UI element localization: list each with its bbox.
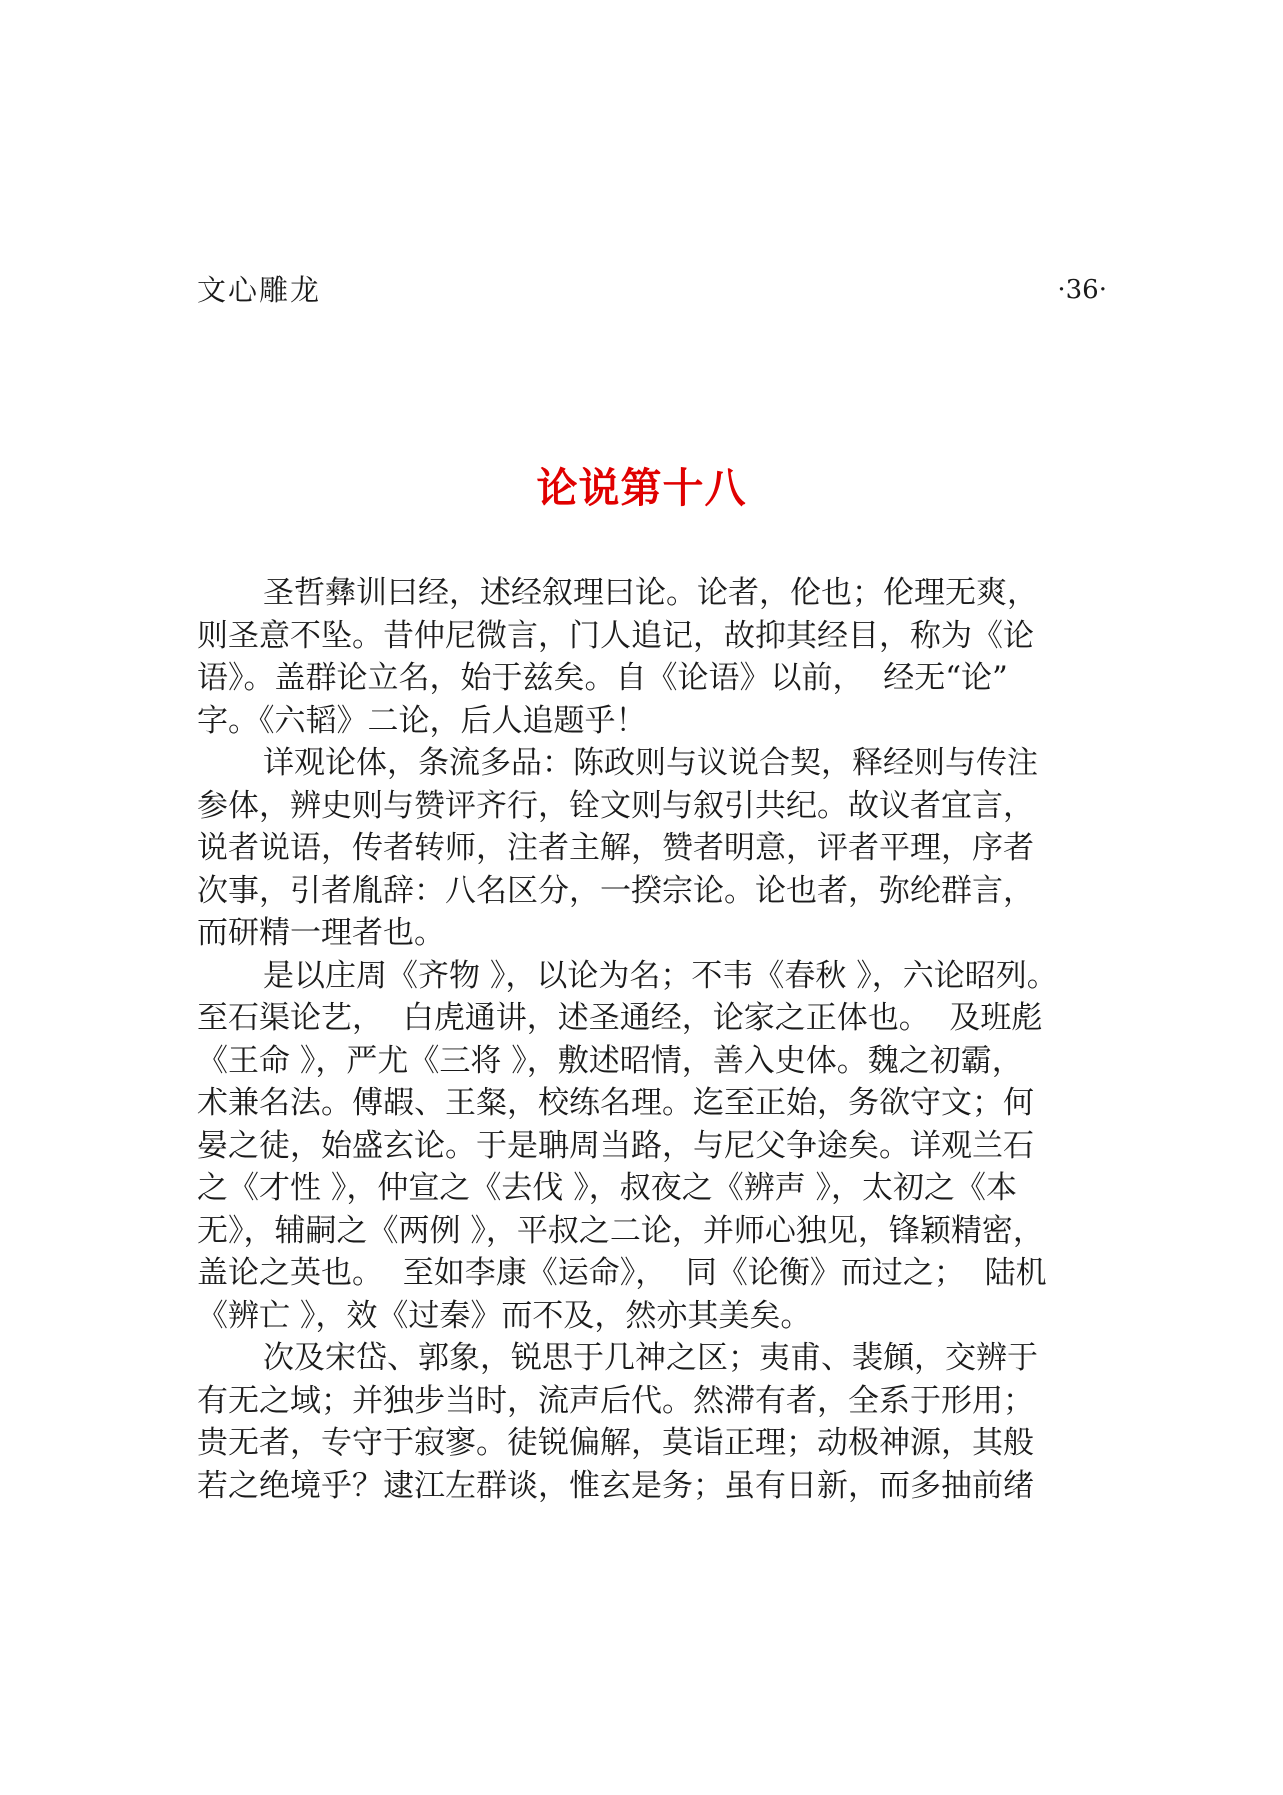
- text-line: 术兼名法。傅嘏、王粲，校练名理。迄至正始，务欲守文；何: [197, 1085, 1034, 1121]
- text-line: 无》，辅嗣之《两例 》，平叔之二论，并师心独见，锋颖精密，: [197, 1212, 1044, 1249]
- text-line: 语》。盖群论立名，始于兹矣。自《论语》以前， 经无“论”: [197, 660, 1008, 696]
- text-line: 贵无者，专守于寂寥。徒锐偏解，莫诣正理；动极神源，其般: [197, 1425, 1034, 1461]
- text-line: 有无之域；并独步当时，流声后代。然滞有者，全系于形用；: [197, 1382, 1034, 1419]
- text-line: 之《才性 》，仲宣之《去伐 》，叔夜之《辨声 》，太初之《本: [197, 1170, 1018, 1206]
- text-line: 盖论之英也。 至如李康《运命》， 同《论衡》而过之； 陆机: [197, 1255, 1047, 1291]
- text-line: 若之绝境乎？逮江左群谈，惟玄是务；虽有日新，而多抽前绪: [197, 1467, 1034, 1504]
- text-line: 说者说语，传者转师，注者主解，赞者明意，评者平理，序者: [197, 830, 1034, 866]
- text-line: 而研精一理者也。: [197, 915, 445, 951]
- text-line: 是以庄周《齐物 》，以论为名；不韦《春秋 》，六论昭列。: [263, 957, 1058, 994]
- text-line: 圣哲彝训曰经，述经叙理曰论。论者，伦也；伦理无爽，: [263, 575, 1038, 611]
- text-line: 《辨亡 》，效《过秦》而不及，然亦其美矣。: [197, 1297, 812, 1334]
- text-line: 《王命 》，严尤《三将 》，敷述昭情，善入史体。魏之初霸，: [197, 1042, 1023, 1079]
- text-line: 详观论体，条流多品：陈政则与议说合契，释经则与传注: [263, 745, 1038, 781]
- chapter-title: 论说第十八: [536, 464, 747, 512]
- text-line: 次事，引者胤辞：八名区分，一揆宗论。论也者，弥纶群言，: [197, 872, 1034, 909]
- text-line: 字。《六韬》二论，后人追题乎！: [197, 702, 647, 739]
- text-line: 参体，辨史则与赞评齐行，铨文则与叙引共纪。故议者宜言，: [197, 787, 1034, 824]
- text-line: 次及宋岱、郭象，锐思于几神之区；夷甫、裴頠，交辨于: [263, 1340, 1038, 1376]
- running-header: [197, 270, 1107, 310]
- text-line: 至石渠论艺， 白虎通讲，述圣通经，论家之正体也。 及班彪: [197, 1000, 1043, 1036]
- body-text: [197, 572, 1117, 1507]
- book-title: 文心雕龙: [197, 273, 322, 307]
- text-line: 则圣意不坠。昔仲尼微言，门人追记，故抑其经目，称为《论: [197, 617, 1034, 654]
- page-number: ·36·: [1057, 275, 1107, 305]
- text-line: 晏之徒，始盛玄论。于是聃周当路，与尼父争途矣。详观兰石: [197, 1127, 1034, 1164]
